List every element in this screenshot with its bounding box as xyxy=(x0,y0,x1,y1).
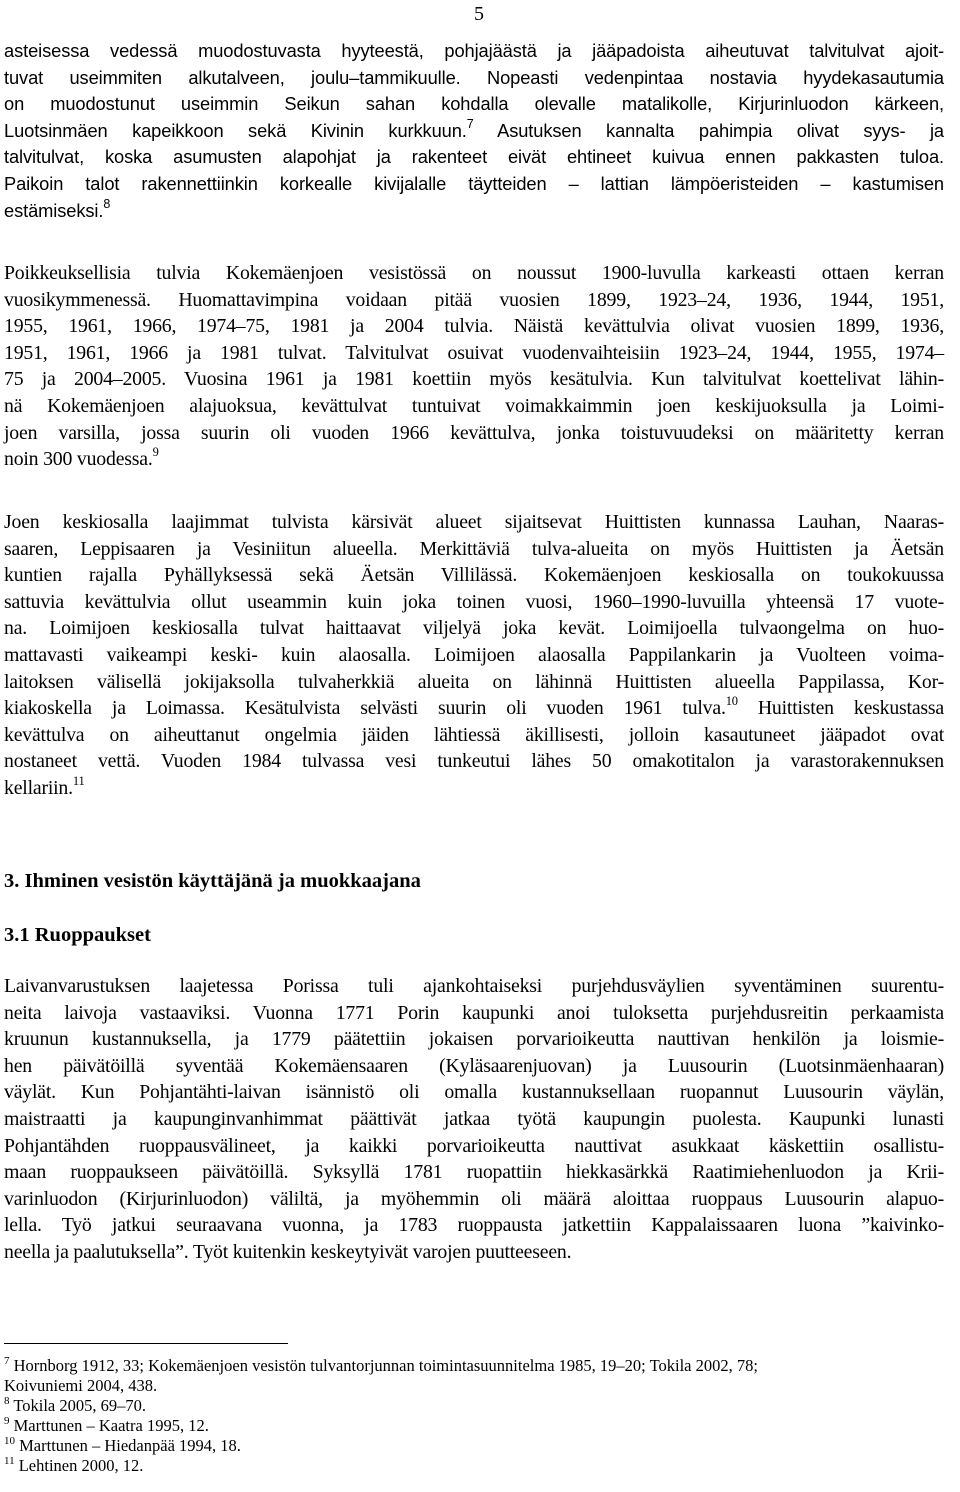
text-line: laitoksen välisellä jokijaksolla tulvaherkkiä alueita on lähinnä Huittisten alueella Pappilassa, Kor- xyxy=(4,670,944,693)
footnote: $^7$ Hornborg 1912, 33; Kokemäenjoen vesistön tulvantorjunnan toimintasuunnitelma 1985, 19–20; Tokila 2002, 78; xyxy=(4,1355,758,1375)
footnote-ref: 8 xyxy=(103,196,111,211)
page-number: 5 xyxy=(474,3,484,25)
text-line: mattavasti vaikeampi keski- kuin alaosalla. Loimijoen alaosalla Pappilankarin ja Vuolteen voima- xyxy=(4,643,944,666)
footnote: Koivuniemi 2004, 438. xyxy=(4,1376,158,1395)
text-line: maistraatti ja kaupunginvanhimmat päättivät jatkaa työtä kaupungin puolesta. Kaupunki lunasti xyxy=(4,1107,944,1130)
paragraph-exceptional-floods xyxy=(4,260,944,473)
text-line: sattuvia kevättulvia ollut useammin kuin joka toinen vuosi, 1960–1990-luvuilla yhteensä 17 vuote- xyxy=(4,590,944,613)
text-line: vuosikymmenessä. Huomattavimpina voidaan pitää vuosien 1899, 1923–24, 1936, 1944, 1951, xyxy=(4,288,944,311)
text-line: kiakoskella ja Loimassa. Kesätulvista selvästi suurin oli vuoden 1961 tulva.$^{10}$ Huittisten keskustassa xyxy=(4,694,944,720)
text-line: on muodostunut useimmin Seikun sahan kohdalla olevalle matalikolle, Kirjurinluodon kärkeen, xyxy=(4,93,944,115)
footnote: $^{10}$ Marttunen – Hiedanpää 1994, 18. xyxy=(4,1435,241,1455)
text-line: na. Loimijoen keskiosalla tulvat haittaavat viljelyä joka kevät. Loimijoella tulvaongelma on huo- xyxy=(4,617,944,640)
footnote: $^{11}$ Lehtinen 2000, 12. xyxy=(4,1455,144,1475)
footnote-ref: 9 xyxy=(152,445,159,460)
footnote: $^8$ Tokila 2005, 69–70. xyxy=(4,1395,146,1415)
text-line: noin 300 vuodessa.$^9$ xyxy=(4,445,159,471)
paragraph-winter-floods xyxy=(4,38,944,224)
footnote-separator xyxy=(4,1343,288,1344)
paragraph-middle-river-floods xyxy=(4,509,944,802)
text-line: Luotsinmäen kapeikkoon sekä Kivinin kurkkuun.$^7$ Asutuksen kannalta pahimpia olivat syys- ja xyxy=(4,116,944,141)
text-line: Poikkeuksellisia tulvia Kokemäenjoen vesistössä on noussut 1900-luvulla karkeasti ottaen kerran xyxy=(4,262,944,284)
text-line: estämiseksi.$^8$ xyxy=(4,196,111,221)
text-line: nostaneet vettä. Vuoden 1984 tulvassa vesi tunkeutui lähes 50 omakotitalon ja varastorakennuksen xyxy=(4,750,944,773)
footnote-ref: 7 xyxy=(466,116,474,131)
paragraph-dredging xyxy=(4,973,944,1266)
text-line: 1955, 1961, 1966, 1974–75, 1981 ja 2004 tulvia. Näistä kevättulvia olivat vuosien 1899, 1936, xyxy=(4,315,944,338)
text-line: nä Kokemäenjoen alajuoksua, kevättulvat tuntuivat voimakkaimmin joen keskijuoksulla ja Loimi- xyxy=(4,394,944,417)
text-line: kruunun kustannuksella, ja 1779 päätettiin jokaisen porvarioikeutta nauttivan henkilön ja loismie- xyxy=(4,1028,944,1051)
text-line: hen päivätöillä syventää Kokemäensaaren (Kyläsaarenjuovan) ja Luusourin (Luotsinmäenhaaran) xyxy=(4,1054,944,1077)
text-line: Joen keskiosalla laajimmat tulvista kärsivät alueet sijaitsevat Huittisten kunnassa Lauhan, Naaras- xyxy=(4,511,944,533)
footnote-ref: 10 xyxy=(725,694,738,709)
text-line: Pohjantähden ruoppausvälineet, ja kaikki porvarioikeutta nauttivat asukkaat käskettiin osallistu- xyxy=(4,1134,944,1157)
text-line: neita laivoja vastaaviksi. Vuonna 1771 Porin kaupunki anoi tuloksetta purjehdusreitin perkaamista xyxy=(4,1001,944,1024)
footnote-ref: 11 xyxy=(72,773,85,788)
text-line: kevättulva on aiheuttanut ongelmia jäiden lähtiessä äkillisesti, jolloin kasautuneet jääpadot ovat xyxy=(4,723,944,746)
subsection-heading: 3.1 Ruoppaukset xyxy=(4,924,151,946)
text-line: kellariin.$^{11}$ xyxy=(4,773,85,799)
text-line: väylät. Kun Pohjantähti-laivan isännistö oli omalla kustannuksellaan ruopannut Luusourin väylän, xyxy=(4,1081,944,1104)
text-line: varinluodon (Kirjurinluodon) väliltä, ja myöhemmin oli määrä aloittaa ruoppaus Luusourin alapuo- xyxy=(4,1187,944,1210)
text-line: asteisessa vedessä muodostuvasta hyyteestä, pohjajäästä ja jääpadoista aiheutuvat talvitulvat ajoit- xyxy=(4,40,944,61)
text-line: 1951, 1961, 1966 ja 1981 tulvat. Talvitulvat osuivat vuodenvaihteisiin 1923–24, 1944, 1955, 1974– xyxy=(4,341,944,364)
footnotes xyxy=(4,1356,944,1476)
text-line: lella. Työ jatkui seuraavana vuonna, ja 1783 ruoppausta jatkettiin Kappalaissaaren luona ”kaivinko- xyxy=(4,1214,944,1237)
text-line: 75 ja 2004–2005. Vuosina 1961 ja 1981 koettiin myös kesätulvia. Kun talvitulvat koettelivat lähin- xyxy=(4,368,944,391)
text-line: tuvat useimmiten alkutalveen, joulu–tammikuulle. Nopeasti vedenpintaa nostavia hyydekasautumia xyxy=(4,66,944,88)
text-line: joen varsilla, jossa suurin oli vuoden 1966 kevättulva, jonka toistuvuudeksi on määritetty kerran xyxy=(4,421,944,444)
text-line: Laivanvarustuksen laajetessa Porissa tuli ajankohtaiseksi purjehdusväylien syventäminen suurentu- xyxy=(4,975,944,997)
text-line: saaren, Leppisaaren ja Vesiniitun alueella. Merkittäviä tulva-alueita on myös Huittisten ja Äetsän xyxy=(4,537,944,560)
text-line: talvitulvat, koska asumusten alapohjat ja rakenteet eivät ehtineet kuivua ennen pakkasten tuloa. xyxy=(4,146,944,168)
section-heading: 3. Ihminen vesistön käyttäjänä ja muokkaajana xyxy=(4,870,421,892)
footnote: $^9$ Marttunen – Kaatra 1995, 12. xyxy=(4,1415,209,1435)
text-line: Paikoin talot rakennettiinkin korkealle kivijalalle täytteiden – lattian lämpöeristeiden – kastumisen xyxy=(4,172,944,194)
text-line: maan ruoppaukseen päivätöillä. Syksyllä 1781 ruopattiin hiekkasärkkä Raatimiehenluodon ja Krii- xyxy=(4,1161,944,1184)
text-line: kuntien rajalla Pyhällyksessä sekä Äetsän Villilässä. Kokemäenjoen keskiosalla on toukokuussa xyxy=(4,564,944,587)
text-line: neella ja paalutuksella”. Työt kuitenkin keskeytyivät varojen puutteeseen. xyxy=(4,1240,572,1263)
